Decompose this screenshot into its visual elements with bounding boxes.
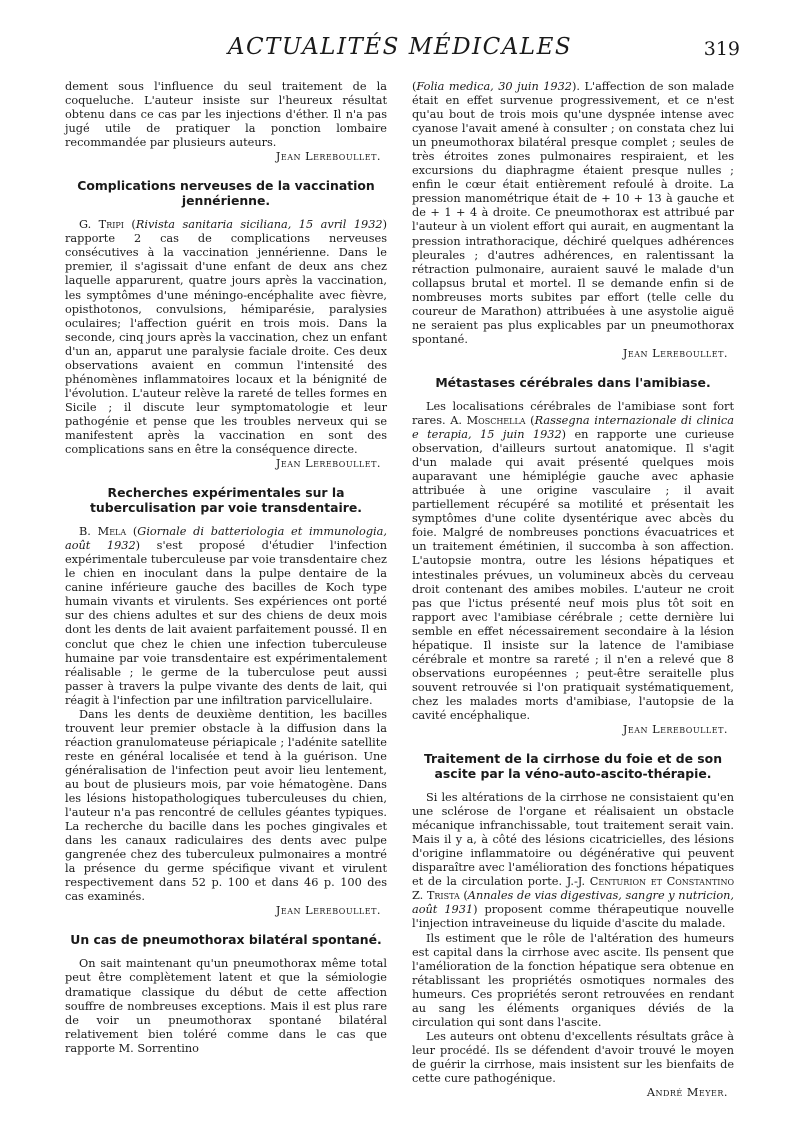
article-paragraph: Dans les dents de deuxième dentition, les bacilles trouvent leur premier obstacle à la diffusion dans la réaction granulomateuse périapicale ; l'adénite satellite reste en général localisée et tend à la guérison. Une généralisation de l'infection peut avoir lieu lentement, au bout de plusieurs mois, par voie hématogène. Dans les lésions histopathologiques tuberculeuses du chien, l'auteur n'a pas rencontré de cellules géantes typiques. La recherche du bacille dans les poches gingivales et dans les canaux radiculaires des dents avec pulpe gangrenée chez des tuberculeux pulmonaires a montré la présence du germe spécifique vivant et virulent respectivement dans 52 p. 100 et dans 46 p. 100 des cas examinés. xyxy=(65,707,387,904)
article-text: proposent comme thérapeutique nouvelle l'injection intraveineuse du liquide d'ascite du malade. xyxy=(412,903,735,931)
article-text: en rapporte une curieuse observation, d'ailleurs surtout anatomique. Il s'agit d'un malade qui avait présenté quelques mois auparavant une hémiplégie gauche avec aphasie attribuée à une origine vasculaire ; il avait partiellement récupéré sa motilité et présentait les symptômes d'une colite dysentérique avec abcès du foie. Malgré de nombreuses ponctions évacuatrices et un traitement émétinien, il succomba à son affection. L'autopsie montra, outre les lésions hépatiques et intestinales prévues, un volumineux abcès du cerveau droit contenant des amibes mobiles. L'auteur ne croit pas que l'ictus présenté neuf mois plus tôt soit en rapport avec l'amibiase cérébrale ; cette dernière lui semble en effet nécessairement secondaire à la lésion hépatique. Il insiste sur la latence de l'amibiase cérébrale et montre sa rareté ; il n'en a relevé que 8 observations européennes ; peut-être seraitelle plus souvent retrouvée si l'on pratiquait systématiquement, chez les malades morts d'amibiase, l'autopsie de la cavité encéphalique. xyxy=(412,428,735,722)
right-column xyxy=(412,80,734,1100)
article-author: J.-J. Centurion et Constantino Z. Trista xyxy=(412,875,735,903)
article-signature: Jean Lereboullet. xyxy=(622,346,728,360)
article-title: Un cas de pneumothorax bilatéral spontané. xyxy=(70,932,382,948)
article-intro: Les localisations cérébrales de l'amibiase sont fort rares. xyxy=(412,399,734,427)
article-paragraph: (Folia medica, 30 juin 1932). L'affection de son malade était en effet survenue progressivement, et ce n'est qu'au bout de trois mois qu'une dyspnée intense avec cyanose l'avait amené à consulter ; on constata chez lui un pneumothorax bilatéral presque complet ; seules de très étroites zones pulmonaires respiraient, et les excursions du diaphragme étaient presque nulles ; enfin le cœur était entièrement refoulé à droite. La pression manométrique était de + 10 + 13 à gauche et de + 1 + 4 à droite. Ce pneumothorax est attribué par l'auteur à un violent effort qui aurait, en augmentant la pression intrathoracique, déchiré quelques adhérences pleurales ; d'autres adhérences, en ralentissant la rétraction pulmonaire, auraient sauvé le malade d'un collapsus brutal et mortel. Il se demande enfin si de nombreuses morts subites par effort (telle celle du coureur de Marathon) attribuées à une asystolie aiguë ne seraient pas plus explicables par un pneumothorax spontané. xyxy=(412,80,734,346)
left-column xyxy=(65,80,387,1056)
article-title: Recherches expérimentales sur la tuberculisation par voie transdentaire. xyxy=(90,485,362,516)
article-paragraph: B. Mela (Giornale di batteriologia et immunologia, août 1932) s'est proposé d'étudier l'infection expérimentale tuberculeuse par voie transdentaire chez le chien en inoculant dans la pulpe dentaire de la canine inférieure gauche des bacilles de Koch type humain vivants et virulents. Ses expériences ont porté sur des chiens adultes et sur des chiens de deux mois dont les dents de lait avaient parfaitement poussé. Il en conclut que chez le chien une infection tuberculeuse humaine par voie transdentaire est expérimentalement réalisable ; le germe de la tuberculose peut aussi passer à travers la pulpe vivante des dents de lait, qui réagit à l'infection par une infiltration parvicellulaire. xyxy=(65,525,387,707)
article-coqueluche-end xyxy=(65,80,387,164)
article-paragraph: On sait maintenant qu'un pneumothorax même total peut être complètement latent et que la sémiologie dramatique classique du début de cette affection souffre de nombreuses exceptions. Mais il est plus rare de voir un pneumothorax spontané bilatéral relativement bien toléré comme dans le cas que rapporte M. Sorrentino xyxy=(65,957,387,1055)
page-number: 319 xyxy=(703,38,740,60)
article-citation: Annales de vias digestivas, sangre y nutricion, août 1931 xyxy=(412,889,734,917)
article-citation: Rassegna internazionale di clinica e terapia, 15 juin 1932 xyxy=(412,413,734,442)
article-title: Traitement de la cirrhose du foie et de son ascite par la véno-auto-ascito-thérapie. xyxy=(423,751,723,782)
article-signature: Jean Lereboullet. xyxy=(275,150,381,164)
article-signature: Jean Lereboullet. xyxy=(622,723,728,737)
article-tuberculisation xyxy=(65,485,387,918)
article-text: Si les altérations de la cirrhose ne consistaient qu'en une sclérose de l'organe et réalisaient un obstacle mécanique infranchissable, tout traitement serait vain. Mais il y a, à côté des lésions cicatricielles, des lésions d'origine inflammatoire ou dégénérative qui peuvent disparaître avec l'amélioration des fonctions hépatiques et de la circulation porte. xyxy=(412,791,734,889)
article-paragraph: Si les altérations de la cirrhose ne consistaient qu'en une sclérose de l'organe et réalisaient un obstacle mécanique infranchissable, tout traitement serait vain. Mais il y a, à côté des lésions cicatricielles, des lésions d'origine inflammatoire ou dégénérative qui peuvent disparaître avec l'amélioration des fonctions hépatiques et de la circulation porte. J.-J. Centurion et Constantino Z. Trista (Annales de vias digestivas, sangre y nutricion, août 1931) proposent comme thérapeutique nouvelle l'injection intraveineuse du liquide d'ascite du malade. xyxy=(412,791,735,931)
article-paragraph: G. Tripi (Rivista sanitaria siciliana, 15 avril 1932) rapporte 2 cas de complications nerveuses consécutives à la vaccination jennérienne. Dans le premier, il s'agissait d'une enfant de deux ans chez laquelle apparurent, quatre jours après la vaccination, les symptômes d'une méningo-encéphalite avec fièvre, opisthotonos, convulsions, hémiparésie, paralysies oculaires; l'affection guérit en trois mois. Dans la seconde, cinq jours après la vaccination, chez un enfant d'un an, apparut une paralysie faciale droite. Ces deux observations avaient en commun l'intensité des phénomènes inflammatoires locaux et la bénignité de l'évolution. L'auteur relève la rareté de telles formes en Sicile ; il discute leur symptomatologie et leur pathogénie et pense que les troubles nerveux qui se manifestent après la vaccination en sont des complications sans en être la conséquence directe. xyxy=(65,218,387,457)
article-paragraph: Ils estiment que le rôle de l'altération des humeurs est capital dans la cirrhose avec ascite. Ils pensent que l'amélioration de la fonction hépatique sera obtenue en rétablissant les propriétés osmotiques normales des humeurs. Ces propriétés seront retrouvées en rendant au sang les éléments organiques déviés de la circulation qui sont dans l'ascite. xyxy=(412,931,734,1029)
article-pneumothorax xyxy=(65,932,387,1055)
running-title: ACTUALITÉS MÉDICALES xyxy=(227,34,573,60)
article-author: B. Mela xyxy=(79,525,127,539)
article-title: Complications nerveuses de la vaccination jennérienne. xyxy=(77,178,375,209)
article-signature: Jean Lereboullet. xyxy=(275,457,381,471)
article-citation: Giornale di batteriologia et immunologia, août 1932 xyxy=(65,525,387,553)
article-citation: Folia medica, 30 juin 1932 xyxy=(416,80,572,93)
page-header xyxy=(60,34,740,70)
article-vaccination xyxy=(65,178,387,471)
article-title: Métastases cérébrales dans l'amibiase. xyxy=(435,374,711,390)
article-pneumothorax-continued xyxy=(412,80,734,361)
article-author: A. Moschella xyxy=(450,413,526,427)
article-paragraph: dement sous l'influence du seul traitement de la coqueluche. L'auteur insiste sur l'heureux résultat obtenu dans ce cas par les injections d'éther. Il n'a pas jugé utile de pratiquer la ponction lombaire recommandée par plusieurs auteurs. xyxy=(65,80,387,150)
article-paragraph: Les localisations cérébrales de l'amibiase sont fort rares. A. Moschella (Rassegna internazionale di clinica e terapia, 15 juin 1932) en rapporte une curieuse observation, d'ailleurs surtout anatomique. Il s'agit d'un malade qui avait présenté quelques mois auparavant une hémiplégie gauche avec aphasie attribuée à une origine vasculaire ; il avait partiellement récupéré sa motilité et présentait les symptômes d'une colite dysentérique avec abcès du foie. Malgré de nombreuses ponctions évacuatrices et un traitement émétinien, il succomba à son affection. L'autopsie montra, outre les lésions hépatiques et intestinales prévues, un volumineux abcès du cerveau droit contenant des amibes mobiles. L'auteur ne croit pas que l'ictus présenté neuf mois plus tôt soit en rapport avec l'amibiase cérébrale ; cette dernière lui semble en effet nécessairement secondaire à la lésion hépatique. Il insiste sur la latence de l'amibiase cérébrale et montre sa rareté ; il n'en a relevé que 8 observations européennes ; peut-être seraitelle plus souvent retrouvée si l'on pratiquait systématiquement, chez les malades morts d'amibiase, l'autopsie de la cavité encéphalique. xyxy=(412,399,735,722)
article-cirrhose xyxy=(412,751,734,1100)
article-text: s'est proposé d'étudier l'infection expérimentale tuberculeuse par voie transdentaire chez le chien en inoculant dans la pulpe dentaire de la canine inférieure gauche des bacilles de Koch type humain vivants et virulents. Ses expériences ont porté sur des chiens adultes et sur des chiens de deux mois dont les dents de lait avaient parfaitement poussé. Il en conclut que chez le chien une infection tuberculeuse humaine par voie transdentaire est expérimentalement réalisable ; le germe de la tuberculose peut aussi passer à travers la pulpe vivante des dents de lait, qui réagit à l'infection par une infiltration parvicellulaire. xyxy=(65,539,387,707)
article-paragraph: Les auteurs ont obtenu d'excellents résultats grâce à leur procédé. Ils se défendent d'avoir trouvé le moyen de guérir la cirrhose, mais insistent sur les bienfaits de cette cure pathogénique. xyxy=(412,1029,734,1085)
article-signature: André Meyer. xyxy=(646,1086,728,1100)
article-text: rapporte 2 cas de complications nerveuses consécutives à la vaccination jennérienne. Dans le premier, il s'agissait d'une enfant de deux ans chez laquelle apparurent, quatre jours après la vaccination, les symptômes d'une méningo-encéphalite avec fièvre, opisthotonos, convulsions, hémiparésie, paralysies oculaires; l'affection guérit en trois mois. Dans la seconde, cinq jours après la vaccination, chez un enfant d'un an, apparut une paralysie faciale droite. Ces deux observations avaient en commun l'intensité des phénomènes inflammatoires locaux et la bénignité de l'évolution. L'auteur relève la rareté de telles formes en Sicile ; il discute leur symptomatologie et leur pathogénie et pense que les troubles nerveux qui se manifestent après la vaccination en sont des complications sans en être la conséquence directe. xyxy=(65,232,387,457)
article-citation: Rivista sanitaria siciliana, 15 avril 1932 xyxy=(135,218,383,232)
article-author: G. Tripi xyxy=(79,218,124,232)
article-signature: Jean Lereboullet. xyxy=(275,904,381,918)
article-amibiase xyxy=(412,375,734,737)
article-text: L'affection de son malade était en effet survenue progressivement, et ce n'est qu'au bout de trois mois qu'une dyspnée intense avec cyanose l'avait amené à consulter ; on constata chez lui un pneumothorax bilatéral presque complet ; seules de très étroites zones pulmonaires respiraient, et les excursions du diaphragme étaient presque nulles ; enfin le cœur était entièrement refoulé à droite. La pression manométrique était de + 10 + 13 à gauche et de + 1 + 4 à droite. Ce pneumothorax est attribué par l'auteur à un violent effort qui aurait, en augmentant la pression intrathoracique, déchiré quelques adhérences pleurales ; d'autres adhérences, en ralentissant la rétraction pulmonaire, auraient sauvé le malade d'un collapsus brutal et mortel. Il se demande enfin si de nombreuses morts subites par effort (telle celle du coureur de Marathon) attribuées à une asystolie aiguë ne seraient pas plus explicables par un pneumothorax spontané. xyxy=(412,80,734,346)
